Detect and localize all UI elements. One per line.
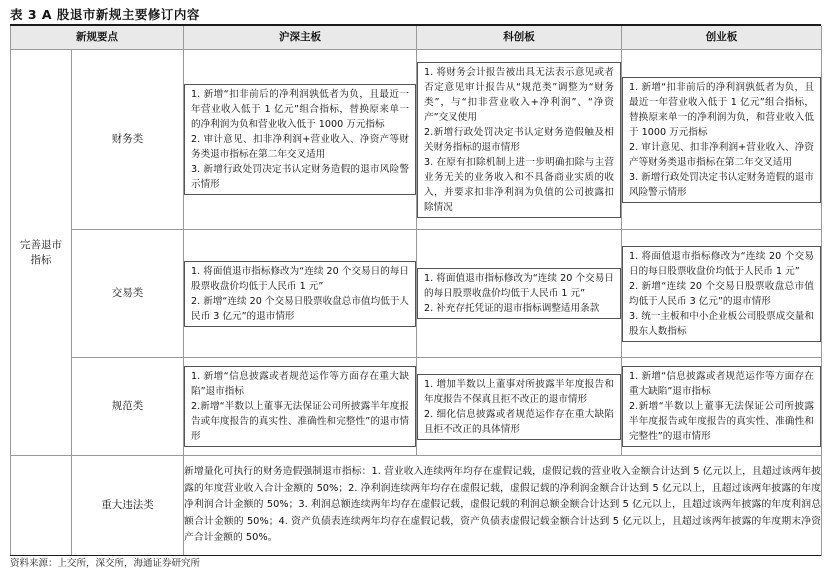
category-major-violation: 重大违法类 bbox=[72, 456, 184, 556]
list-item: 3. 新增行政处罚决定书认定财务造假的退市风险警示情形 bbox=[629, 171, 814, 198]
list-item: 1. 将面值退市指标修改为“连续 20 个交易日的每日股票收盘价均低于人民币 1 元” bbox=[424, 273, 614, 299]
source-note: 资料来源：上交所，深交所，海通证券研究所 bbox=[10, 558, 201, 569]
cell-main-financial bbox=[184, 50, 417, 230]
blank-cell bbox=[11, 456, 72, 556]
list-item: 3. 在原有扣除机制上进一步明确扣除与主营业务无关的业务收入和不具备商业实质的收入，并要求扣非净利润为负值的公司披露扣除情况 bbox=[424, 156, 614, 213]
list-item: 1. 将面值退市指标修改为“连续 20 个交易日的每日股票收盘价均低于人民币 1 元” bbox=[191, 265, 409, 292]
major-violation-text: 新增量化可执行的财务造假强制退市指标：1. 营业收入连续两年均存在虚假记载，虚假记载的营业收入金额合计达到 5 亿元以上，且超过该两年披露的年度营业收入合计金额的 50%；2. 净利润连续两年均存在虚假记载，虚假记载的净利润金额合计达到 5 亿元以上，且超过该两年披露的年度净利润合计金额的 50%；3. 利润总额连续两年均存在虚假记载，虚假记载的利润总额金额合计达到 5 亿元以上，且超过该两年披露的年度利润总额合计金额的 50%；4. 资产负债表连续两年均存在虚假记载，资产负债表虚假记载金额合计达到 5 亿元以上，且超过该两年披露的年度期末净资产合计金额的 50%。 bbox=[184, 456, 822, 556]
category-financial: 财务类 bbox=[72, 50, 184, 230]
list-item: 2.新增“半数以上董事无法保证公司所披露半年度报告或年度报告的真实性、准确性和完整性”的退市情形 bbox=[629, 401, 814, 442]
table-row bbox=[11, 358, 822, 456]
list-item: 2. 补充存托凭证的退市指标调整适用条款 bbox=[424, 303, 600, 314]
cell-gem-trading bbox=[622, 230, 822, 358]
list-item: 1. 将财务会计报告被出具无法表示意见或者否定意见审计报告从“规范类”调整为“财务类”，与“扣非营业收入+净利润”、“净资产”交叉使用 bbox=[424, 66, 614, 123]
cell-main-trading bbox=[184, 230, 417, 358]
delisting-rules-table bbox=[10, 26, 822, 556]
cell-gem-compliance bbox=[622, 358, 822, 456]
table-title: 表 3 A 股退市新规主要修订内容 bbox=[10, 6, 821, 26]
cell-star-financial bbox=[417, 50, 622, 230]
list-item: 1. 新增“信息披露或者规范运作等方面存在重大缺陷”退市指标 bbox=[191, 371, 409, 397]
header-gem: 创业板 bbox=[622, 26, 822, 50]
list-item: 2.新增“半数以上董事无法保证公司所披露半年度报告或年度报告的真实性、准确性和完整性”的退市情形 bbox=[191, 401, 409, 442]
category-compliance: 规范类 bbox=[72, 358, 184, 456]
header-star-market: 科创板 bbox=[417, 26, 622, 50]
cell-star-compliance bbox=[417, 358, 622, 456]
header-row bbox=[11, 26, 822, 50]
group-label: 完善退市指标 bbox=[11, 50, 72, 456]
list-item: 1. 新增“信息披露或者规范运作等方面存在重大缺陷”退市指标 bbox=[629, 371, 814, 397]
list-item: 2. 审计意见、扣非净利润+营业收入、净资产等财务类退市指标在第二年交叉适用 bbox=[191, 134, 409, 160]
list-item: 1. 增加半数以上董事对所披露半年度报告和年度报告不保真且拒不改正的退市情形 bbox=[424, 378, 614, 405]
bottom-rule bbox=[10, 555, 821, 556]
list-item: 3. 统一主板和中小企业板公司股票成交量和股东人数指标 bbox=[629, 310, 814, 337]
list-item: 1. 新增“扣非前后的净利润孰低者为负，且最近一年营业收入低于 1 亿元”组合指标，替换原来单一的净利润为负和营业收入低于 1000 万元指标 bbox=[191, 89, 409, 130]
cell-gem-financial bbox=[622, 50, 822, 230]
list-item: 1. 新增“扣非前后的净利润孰低者为负，且最近一年营业收入低于 1 亿元”组合指标，替换原来单一的净利润为负，和营业收入低于 1000 万元指标 bbox=[629, 81, 814, 138]
list-item: 2.新增行政处罚决定书认定财务造假触及相关财务指标的退市情形 bbox=[424, 126, 614, 153]
table-row bbox=[11, 456, 822, 556]
cell-star-trading bbox=[417, 230, 622, 358]
category-trading: 交易类 bbox=[72, 230, 184, 358]
list-item: 2. 审计意见、扣非净利润+营业收入、净资产等财务类退市指标在第二年交叉适用 bbox=[629, 141, 814, 168]
header-key-points: 新规要点 bbox=[11, 26, 184, 50]
cell-main-compliance bbox=[184, 358, 417, 456]
table-row bbox=[11, 50, 822, 230]
list-item: 2. 细化信息披露或者规范运作存在重大缺陷且拒不改正的具体情形 bbox=[424, 408, 614, 435]
list-item: 2. 新增“连续 20 个交易日股票收盘总市值均低于人民币 3 亿元”的退市情形 bbox=[629, 280, 814, 307]
header-main-board: 沪深主板 bbox=[184, 26, 417, 50]
list-item: 3. 新增行政处罚决定书认定财务造假的退市风险警示情形 bbox=[191, 164, 409, 190]
list-item: 2. 新增“连续 20 个交易日股票收盘总市值均低于人民币 3 亿元”的退市情形 bbox=[191, 295, 409, 322]
table-row bbox=[11, 230, 822, 358]
list-item: 1. 将面值退市指标修改为“连续 20 个交易日的每日股票收盘价均低于人民币 1 元” bbox=[629, 250, 814, 277]
